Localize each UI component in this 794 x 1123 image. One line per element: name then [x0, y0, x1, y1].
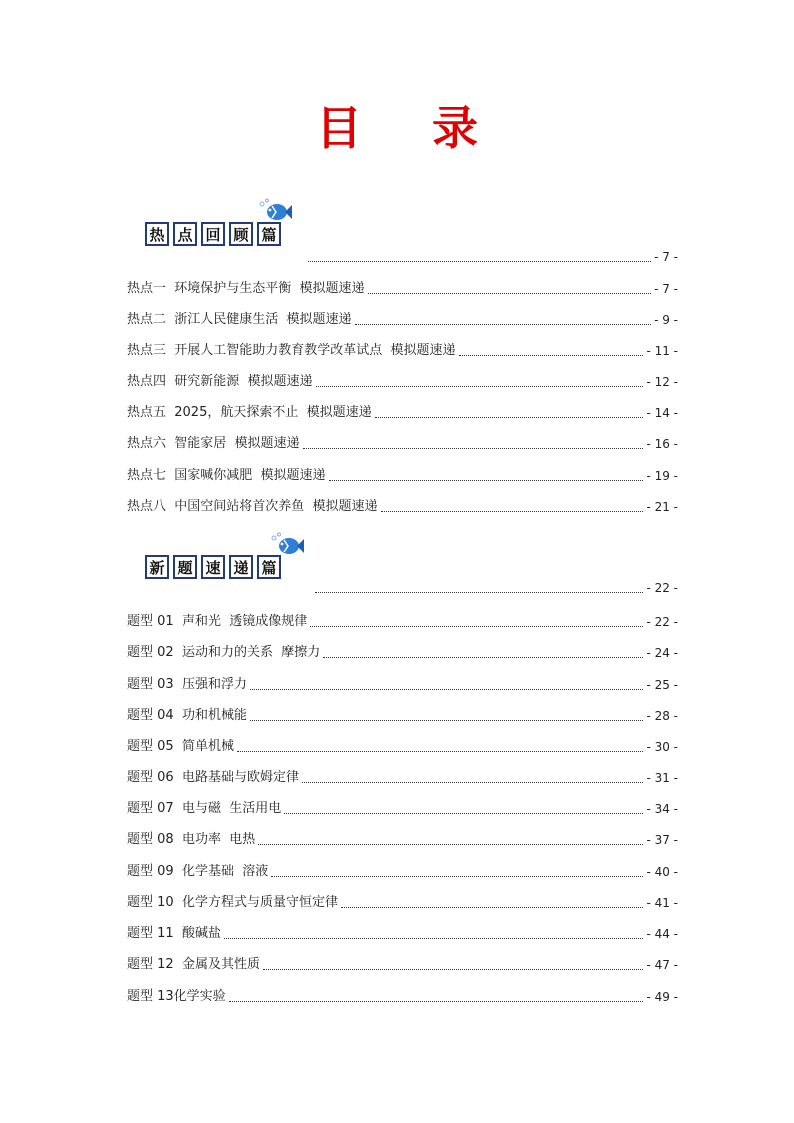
toc-entry[interactable] — [127, 954, 678, 974]
badge-char: 递 — [229, 555, 253, 579]
toc-entry-label: 题型 12 金属及其性质 — [127, 957, 260, 972]
badge-char: 点 — [173, 222, 197, 246]
toc-entry-label: 题型 01 声和光 透镜成像规律 — [127, 614, 308, 629]
page-number: - 31 - — [646, 771, 678, 785]
leader-dots — [329, 479, 644, 481]
leader-dots — [323, 656, 643, 658]
fish-icon — [270, 532, 304, 558]
leader-dots — [308, 260, 651, 262]
badge-char: 篇 — [257, 222, 281, 246]
fish-icon — [258, 198, 292, 224]
page-number: - 24 - — [646, 646, 678, 660]
toc-entry[interactable] — [127, 642, 678, 662]
toc-entry[interactable] — [127, 986, 678, 1006]
badge-char: 题 — [173, 555, 197, 579]
page-number: - 19 - — [646, 469, 678, 483]
page-number: - 14 - — [646, 406, 678, 420]
toc-section-line[interactable] — [305, 246, 678, 266]
toc-entry-label: 题型 11 酸碱盐 — [127, 926, 221, 941]
toc-entry[interactable] — [127, 829, 678, 849]
leader-dots — [316, 385, 644, 387]
page-number: - 11 - — [646, 344, 678, 358]
page-number: - 44 - — [646, 927, 678, 941]
toc-entry[interactable] — [127, 465, 678, 485]
toc-entry-label: 题型 02 运动和力的关系 摩擦力 — [127, 645, 321, 660]
toc-section-line[interactable] — [312, 577, 678, 597]
toc-entry[interactable] — [127, 892, 678, 912]
toc-entry[interactable] — [127, 402, 678, 422]
toc-entry-label: 题型 08 电功率 电热 — [127, 832, 256, 847]
toc-entry-label: 题型 10 化学方程式与质量守恒定律 — [127, 895, 338, 910]
toc-entry-label: 热点六 智能家居 模拟题速递 — [127, 436, 300, 451]
toc-entry-label: 题型 05 简单机械 — [127, 739, 234, 754]
toc-entry-label: 热点八 中国空间站将首次养鱼 模拟题速递 — [127, 499, 378, 514]
page-number: - 49 - — [646, 990, 678, 1004]
leader-dots — [250, 688, 643, 690]
page-number: - 21 - — [646, 500, 678, 514]
page-number: - 22 - — [646, 615, 678, 629]
badge-char: 顾 — [229, 222, 253, 246]
page-number: - 37 - — [646, 833, 678, 847]
page-number: - 9 - — [654, 313, 678, 327]
leader-dots — [368, 292, 652, 294]
leader-dots — [271, 875, 643, 877]
leader-dots — [381, 510, 644, 512]
page-number: - 7 - — [654, 282, 678, 296]
toc-entry-label: 热点三 开展人工智能助力教育教学改革试点 模拟题速递 — [127, 343, 456, 358]
toc-entry[interactable] — [127, 861, 678, 881]
leader-dots — [263, 968, 643, 970]
toc-entry-label: 热点五 2025，航天探索不止 模拟题速递 — [127, 405, 372, 420]
leader-dots — [284, 812, 643, 814]
page-number: - 12 - — [646, 375, 678, 389]
leader-dots — [250, 719, 643, 721]
toc-entry[interactable] — [127, 705, 678, 725]
toc-entry[interactable] — [127, 433, 678, 453]
leader-dots — [310, 625, 643, 627]
leader-dots — [315, 591, 643, 593]
leader-dots — [258, 843, 643, 845]
page-number: - 22 - — [646, 581, 678, 595]
toc-entry[interactable] — [127, 371, 678, 391]
section-badge-hot-review — [145, 222, 285, 246]
leader-dots — [355, 323, 652, 325]
toc-entry-label: 题型 04 功和机械能 — [127, 708, 247, 723]
toc-entry[interactable] — [127, 798, 678, 818]
toc-entry-label: 热点一 环境保护与生态平衡 模拟题速递 — [127, 281, 365, 296]
page-number: - 28 - — [646, 709, 678, 723]
toc-entry-label: 题型 09 化学基础 溶液 — [127, 864, 269, 879]
leader-dots — [302, 781, 643, 783]
toc-entry-label: 题型 07 电与磁 生活用电 — [127, 801, 282, 816]
page-number: - 34 - — [646, 802, 678, 816]
toc-entry[interactable] — [127, 496, 678, 516]
toc-entry[interactable] — [127, 340, 678, 360]
leader-dots — [237, 750, 643, 752]
toc-entry-label: 题型 03 压强和浮力 — [127, 677, 247, 692]
leader-dots — [303, 447, 644, 449]
badge-char: 篇 — [257, 555, 281, 579]
badge-char: 热 — [145, 222, 169, 246]
leader-dots — [224, 937, 643, 939]
section-badge-new-questions — [145, 555, 285, 579]
toc-entry[interactable] — [127, 674, 678, 694]
toc-entry-label: 题型 06 电路基础与欧姆定律 — [127, 770, 299, 785]
page-number: - 40 - — [646, 865, 678, 879]
leader-dots — [229, 1000, 644, 1002]
page-number: - 30 - — [646, 740, 678, 754]
toc-entry[interactable] — [127, 278, 678, 298]
badge-char: 速 — [201, 555, 225, 579]
toc-entry-label: 题型 13化学实验 — [127, 989, 226, 1004]
toc-entry-label: 热点二 浙江人民健康生活 模拟题速递 — [127, 312, 352, 327]
leader-dots — [459, 354, 644, 356]
toc-entry[interactable] — [127, 309, 678, 329]
leader-dots — [375, 416, 644, 418]
toc-entry[interactable] — [127, 611, 678, 631]
page-title: 目录 — [316, 101, 548, 155]
page-number: - 47 - — [646, 958, 678, 972]
toc-entry-label: 热点四 研究新能源 模拟题速递 — [127, 374, 313, 389]
leader-dots — [341, 906, 643, 908]
page-number: - 16 - — [646, 437, 678, 451]
badge-char: 回 — [201, 222, 225, 246]
toc-entry-label: 热点七 国家喊你减肥 模拟题速递 — [127, 468, 326, 483]
page-number: - 41 - — [646, 896, 678, 910]
toc-entry[interactable] — [127, 736, 678, 756]
badge-char: 新 — [145, 555, 169, 579]
toc-entry[interactable] — [127, 767, 678, 787]
page-number: - 7 - — [654, 250, 678, 264]
toc-entry[interactable] — [127, 923, 678, 943]
page-number: - 25 - — [646, 678, 678, 692]
